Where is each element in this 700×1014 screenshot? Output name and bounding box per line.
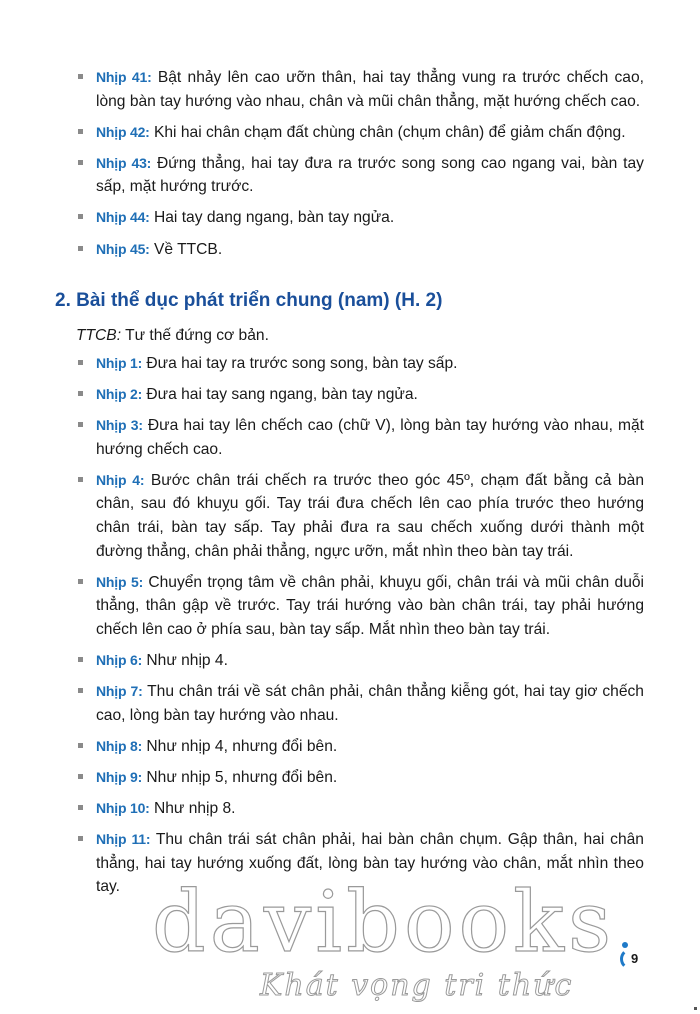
list-item	[78, 66, 644, 113]
rhythm-label: Nhịp 7:	[96, 683, 143, 700]
page-number: 9	[631, 951, 639, 966]
rhythm-text: Như nhịp 4, nhưng đổi bên.	[146, 737, 338, 755]
watermark-slogan: Khát vọng tri thức	[260, 968, 574, 1003]
rhythm-text: Đứng thẳng, hai tay đưa ra trước song song cao ngang vai, bàn tay sấp, mặt hướng trước.	[96, 154, 644, 196]
bullet-icon	[78, 774, 83, 779]
rhythm-label: Nhịp 45:	[96, 240, 150, 257]
rhythm-text: Chuyển trọng tâm về chân phải, khuỵu gối, chân trái và mũi chân duỗi thẳng, thân gập về trước. Tay trái hướng vào bàn chân trái, tay phải hướng chếch lên cao ở phía sau, bàn tay sấp. Mắt nhìn theo bàn tay trái.	[96, 573, 644, 638]
rhythm-label: Nhịp 3:	[96, 417, 143, 434]
rhythm-label: Nhịp 8:	[96, 737, 143, 754]
bullet-icon	[78, 422, 83, 427]
bullet-icon	[78, 360, 83, 365]
rhythm-label: Nhịp 4:	[96, 471, 145, 488]
rhythm-label: Nhịp 2:	[96, 386, 143, 403]
bullet-icon	[78, 657, 83, 662]
rhythm-label: Nhịp 44:	[96, 209, 150, 226]
rhythm-text: Như nhịp 8.	[153, 800, 236, 817]
rhythm-list-part1	[78, 66, 644, 269]
bullet-icon	[78, 129, 83, 134]
list-item	[78, 414, 644, 461]
rhythm-label: Nhịp 41:	[96, 69, 152, 85]
list-item	[78, 735, 644, 759]
list-item	[78, 238, 644, 262]
bullet-icon	[78, 74, 83, 79]
rhythm-text: Bật nhảy lên cao ưỡn thân, hai tay thẳng vung ra trước chếch cao, lòng bàn tay hướng vào nhau, chân và mũi chân thẳng, mặt hướng chếch cao.	[96, 69, 644, 110]
rhythm-text: Như nhịp 5, nhưng đổi bên.	[146, 768, 338, 786]
rhythm-text: Như nhịp 4.	[146, 652, 228, 670]
list-item	[78, 152, 644, 199]
list-item	[78, 206, 644, 230]
bullet-icon	[78, 160, 83, 165]
rhythm-text: Bước chân trái chếch ra trước theo góc 45º, chạm đất bằng cả bàn chân, sau đó khuỵu gối. Tay trái đưa chếch lên cao phía trước theo hướng chân trái, bàn tay sấp. Tay phải đưa ra sau chếch xuống dưới thành một đường thẳng, chân phải thẳng, ngực ưỡn, mắt nhìn theo bàn tay trái.	[96, 471, 644, 560]
rhythm-label: Nhịp 6:	[96, 652, 143, 669]
intro-text: Tư thế đứng cơ bản.	[125, 327, 269, 344]
rhythm-text: Thu chân trái sát chân phải, hai bàn chân chụm. Gập thân, hai chân thẳng, hai tay hướng xuống đất, lòng bàn tay hướng vào chân, mắt nhìn theo tay.	[96, 831, 644, 896]
bullet-icon	[78, 805, 83, 810]
bullet-icon	[78, 391, 83, 396]
intro-term: TTCB:	[76, 327, 122, 344]
page-dot-icon	[622, 942, 628, 948]
rhythm-label: Nhịp 43:	[96, 154, 152, 171]
rhythm-label: Nhịp 9:	[96, 768, 143, 785]
rhythm-text: Hai tay dang ngang, bàn tay ngửa.	[153, 209, 395, 227]
rhythm-list-part2	[78, 352, 644, 906]
watermark-brand: davibooks	[152, 873, 616, 971]
page-number-badge	[622, 942, 646, 978]
list-item	[78, 352, 644, 376]
rhythm-label: Nhịp 42:	[96, 123, 150, 140]
intro-line	[76, 324, 269, 347]
list-item	[78, 649, 644, 673]
bullet-icon	[78, 688, 83, 693]
list-item	[78, 383, 644, 407]
bullet-icon	[78, 246, 83, 251]
list-item	[78, 121, 644, 145]
list-item	[78, 797, 644, 821]
list-item	[78, 469, 644, 563]
bullet-icon	[78, 836, 83, 841]
bullet-icon	[78, 477, 83, 482]
bullet-icon	[78, 579, 83, 584]
rhythm-text: Đưa hai tay sang ngang, bàn tay ngửa.	[146, 386, 418, 404]
rhythm-label: Nhịp 10:	[96, 800, 150, 816]
rhythm-label: Nhịp 5:	[96, 573, 144, 590]
list-item	[78, 766, 644, 790]
rhythm-text: Đưa hai tay lên chếch cao (chữ V), lòng bàn tay hướng vào nhau, mặt hướng chếch cao.	[96, 417, 644, 458]
rhythm-label: Nhịp 11:	[96, 831, 151, 848]
rhythm-text: Về TTCB.	[153, 240, 223, 258]
bullet-icon	[78, 214, 83, 219]
rhythm-text: Thu chân trái về sát chân phải, chân thẳng kiễng gót, hai tay giơ chếch cao, lòng bàn tay hướng vào nhau.	[96, 683, 644, 724]
list-item	[78, 680, 644, 727]
rhythm-label: Nhịp 1:	[96, 355, 143, 371]
bullet-icon	[78, 743, 83, 748]
rhythm-text: Khi hai chân chạm đất chùng chân (chụm chân) để giảm chấn động.	[153, 123, 626, 141]
rhythm-text: Đưa hai tay ra trước song song, bàn tay sấp.	[146, 355, 458, 372]
section-heading: 2. Bài thể dục phát triển chung (nam) (H. 2)	[55, 290, 443, 311]
edge-mark	[694, 1007, 697, 1010]
list-item	[78, 571, 644, 642]
